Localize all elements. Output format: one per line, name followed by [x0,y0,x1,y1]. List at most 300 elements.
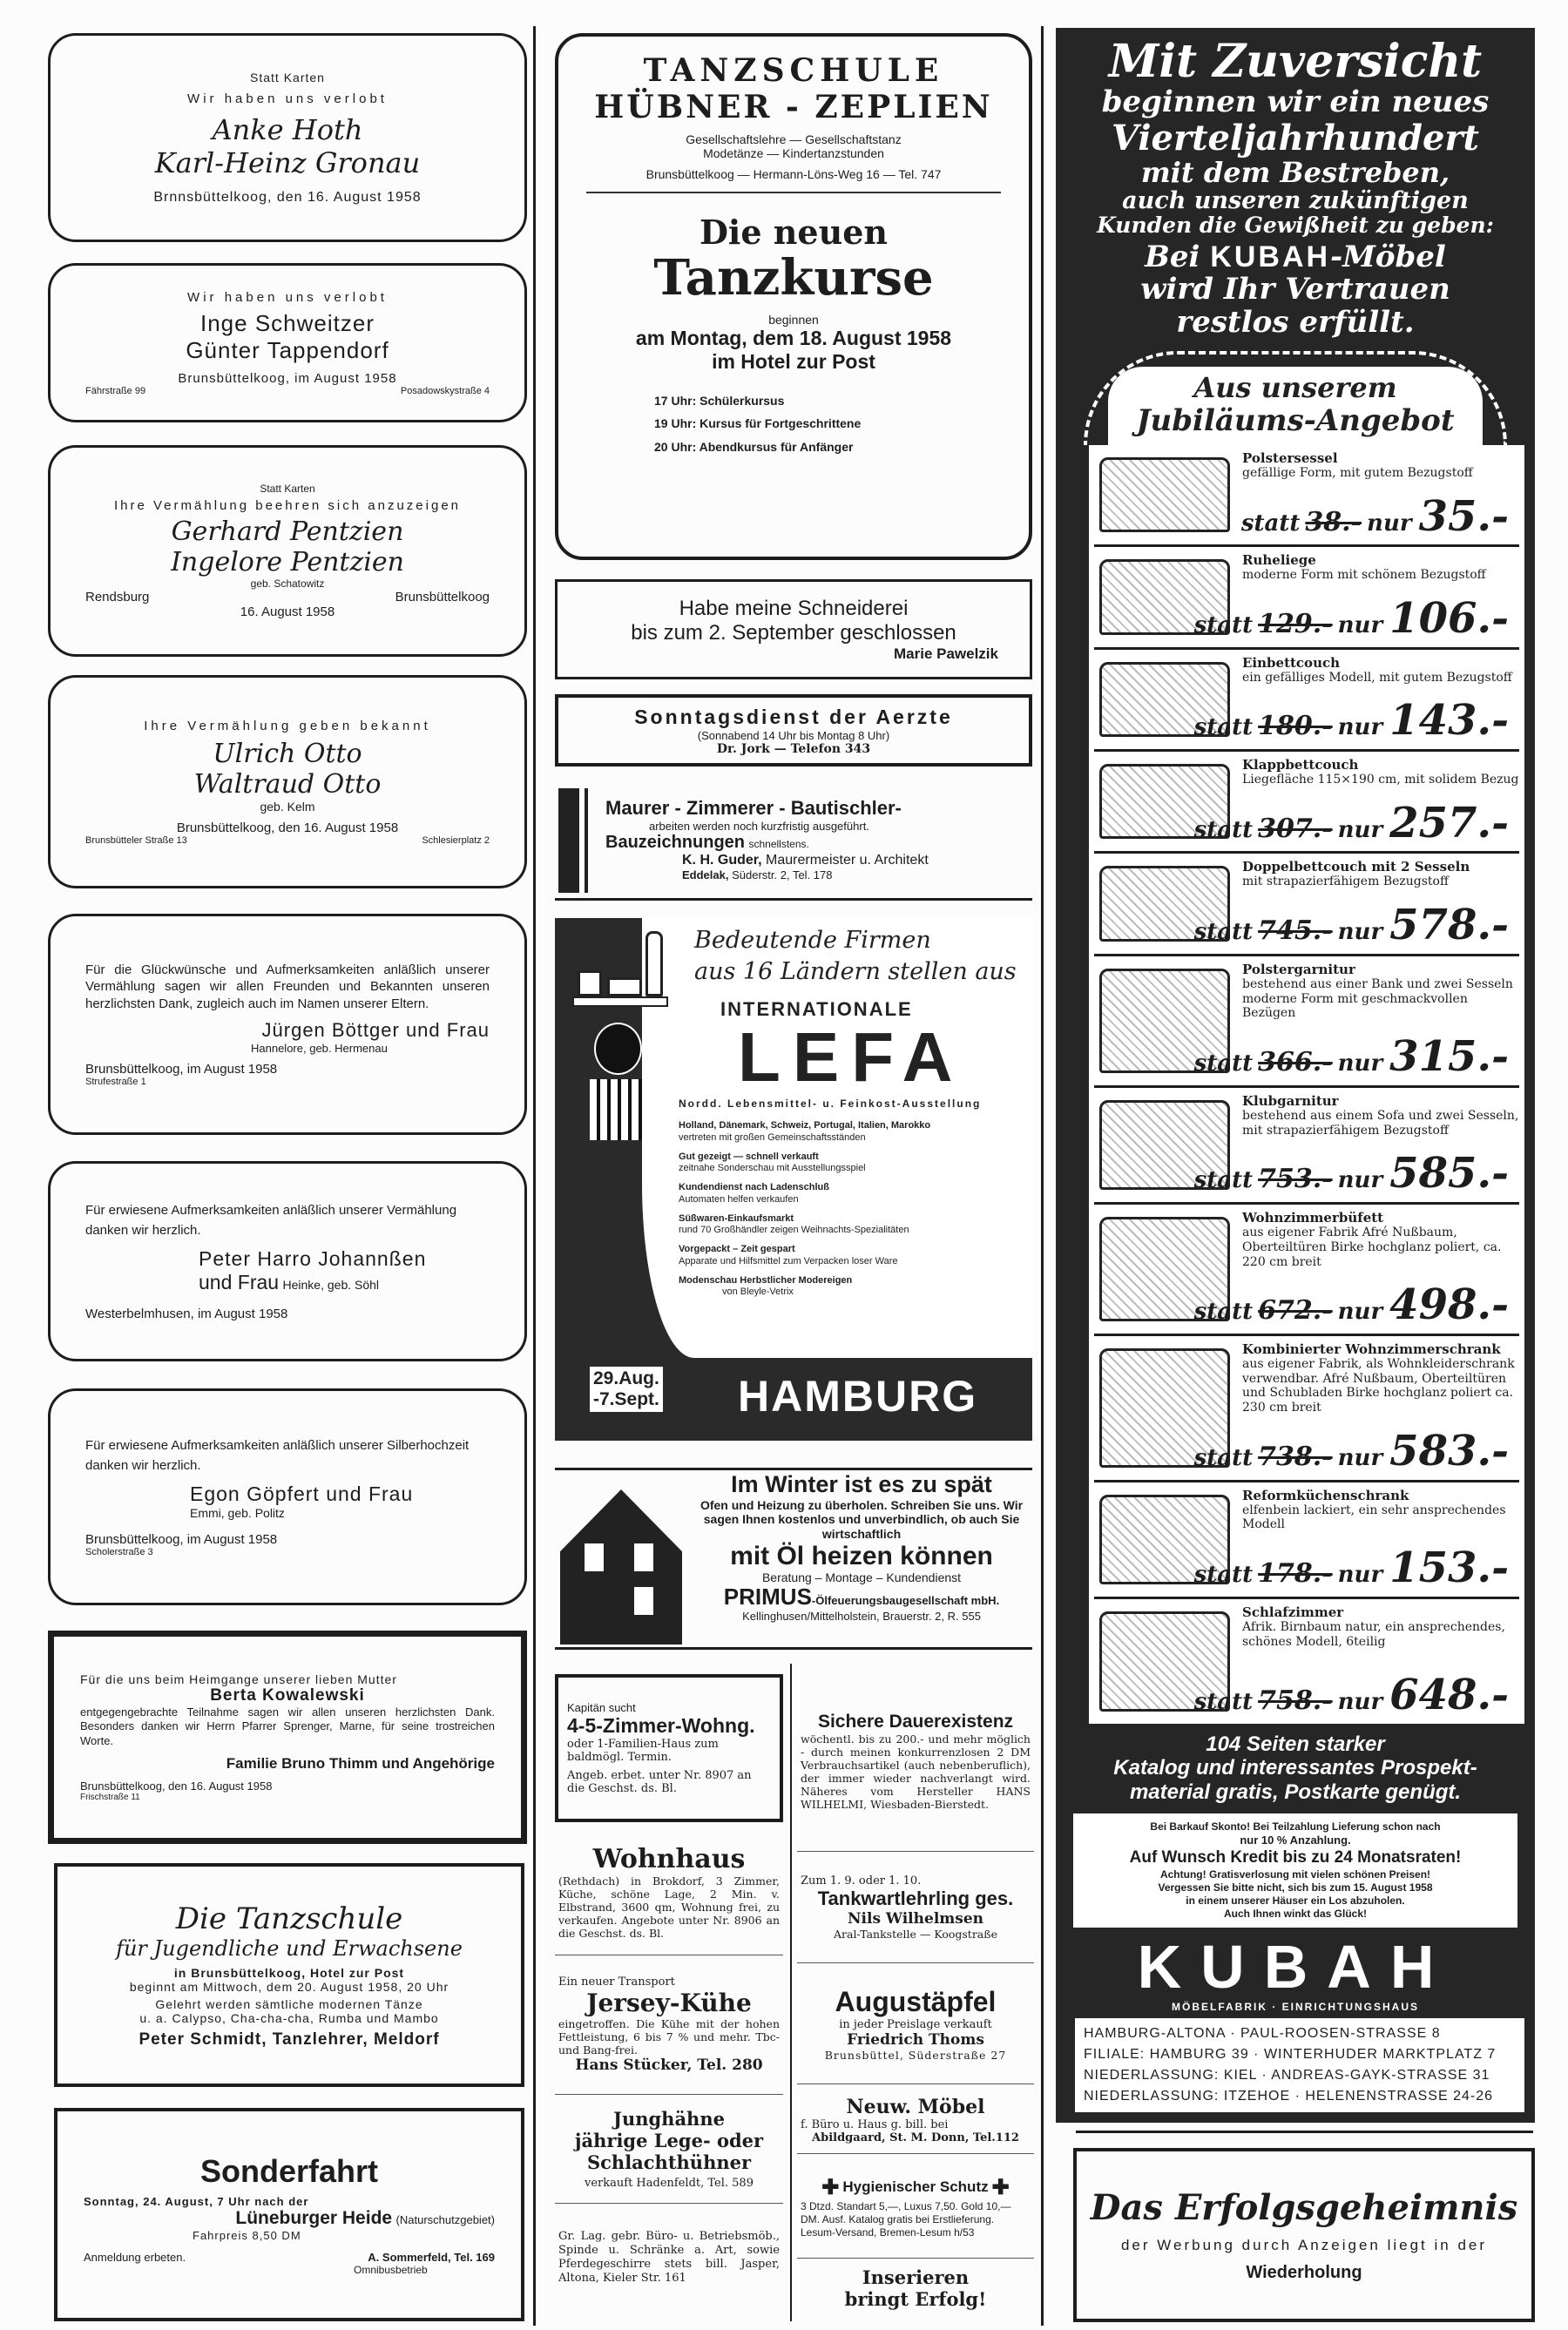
product-price [1240,491,1519,541]
ad-city: Eddelak, [682,868,729,881]
ad-place-date: Brunsbüttelkoog, den 16. August 1958 [80,1779,273,1793]
ad-place-date: Westerbelmhusen, im August 1958 [85,1307,288,1321]
new-price: 143.- [1389,696,1509,746]
ad-city: Brunsbüttelkoog [395,590,490,604]
ad-name: Waltraud Otto [193,768,382,800]
lefa-item-heading: Süßwaren-Einkaufsmarkt [679,1212,794,1224]
dance-school-ad-huebner-zeplien [555,33,1032,560]
credit-headline: Auf Wunsch Kredit bis zu 24 Monatsraten! [1129,1847,1462,1867]
kubah-brand: KUBAH [1210,240,1331,274]
old-price: 129.- [1258,608,1333,639]
product-description: bestehend aus einem Sofa und zwei Sesseln, mit strapazierfähigem Bezugstoff [1242,1108,1519,1138]
ad-title: Sonntagsdienst der Aerzte [634,705,953,728]
lottery-line: Vergessen Sie bitte nicht, sich bis zum 15. August 1958 [1158,1881,1433,1894]
ad-nee: geb. Kelm [260,799,315,814]
product-row [1094,1482,1519,1599]
ad-title: Maurer - Zimmerer - Bautischler- [605,796,902,819]
old-price: 178.- [1258,1557,1333,1589]
ad-title: Die Tanzschule [175,1901,403,1936]
price-nur-label: nur [1337,611,1383,638]
ad-pretext: Kapitän sucht [567,1701,636,1714]
price-statt-label: statt [1193,1050,1254,1077]
black-bar-decoration [558,788,585,893]
ad-address: Kellinghusen/Mittelholstein, Brauerstr. 2, R. 555 [742,1609,981,1623]
old-price: 745.- [1258,915,1333,947]
product-name: Klubgarnitur [1242,1092,1339,1109]
ad-date: -7.Sept. [593,1389,659,1410]
ad-script-line: aus 16 Ländern stellen aus [694,958,1017,985]
product-price [1194,1282,1519,1328]
ad-intro: Ihre Vermählung beehren sich anzuzeigen [113,498,462,513]
price-nur-label: nur [1337,1561,1383,1588]
price-nur-label: nur [1337,919,1383,946]
ad-name: Anke Hoth [212,112,363,146]
ad-script-line: beginnen wir ein neues [1101,84,1490,120]
thanks-ad-goepfert [48,1388,527,1605]
tailor-closed-ad [555,579,1032,679]
ad-headline: mit Öl heizen können [730,1542,993,1571]
lefa-item-heading: Vorgepackt – Zeit gespart [679,1244,795,1254]
used-furniture-ad-jasper [555,2205,783,2310]
ad-title: 4-5-Zimmer-Wohng. [567,1714,755,1737]
new-price: 583.- [1389,1426,1509,1476]
column-divider [790,1664,792,2321]
column-divider [1041,26,1044,2326]
ad-date-box [590,1367,663,1412]
ad-destination: Lüneburger Heide [235,2208,393,2228]
old-price: 758.- [1258,1685,1333,1716]
ad-name: Friedrich Thoms [847,2031,984,2049]
price-nur-label: nur [1337,816,1383,843]
lefa-item-text: von Bleyle-Vetrix [722,1287,794,1298]
credit-line: Bei Barkauf Skonto! Bei Teilzahlung Lieferung schon nach [1150,1820,1441,1833]
ad-pretext: Statt Karten [250,70,325,84]
advertise-slogan-ad [797,2262,1034,2314]
lefa-item-text: vertreten mit großen Gemeinschaftsständen [679,1131,866,1143]
ad-title: HÜBNER - ZEPLIEN [594,89,993,125]
ad-text: eingetroffen. Die Kühe mit der hohen Fettleistung, 6 bis 7 % und mehr. Tbc- und Bang-frei. [558,2017,780,2056]
price-statt-label: statt [1193,611,1254,638]
ad-slogan: Inserieren [862,2266,970,2288]
ad-line: beginnt am Mittwoch, dem 20. August 1958, 20 Uhr [129,1979,449,1994]
ad-subtitle: Modetänze — Kindertanzstunden [703,146,884,160]
product-row [1094,1088,1519,1205]
ad-line: der Werbung durch Anzeigen liegt in der [1120,2237,1488,2253]
course-item: 17 Uhr: Schülerkursus [654,393,785,408]
lottery-line: Achtung! Gratisverlosung mit vielen schönen Preisen! [1159,1867,1431,1881]
ad-address: Süderstr. 2, Tel. 178 [732,868,833,881]
ad-title: Jersey-Kühe [586,1989,752,2017]
ad-headline: Die neuen [699,213,889,252]
ad-title: TANZSCHULE [643,52,944,89]
product-row [1094,650,1519,752]
product-list [1089,445,1524,1724]
new-price: 648.- [1389,1670,1509,1719]
ad-bold: Wiederholung [1246,2263,1362,2282]
product-description: moderne Form mit schönem Bezugstoff [1242,568,1486,583]
ad-name: Nils Wilhelmsen [847,1909,984,1928]
product-row [1094,956,1519,1088]
ad-pretext: Zum 1. 9. oder 1. 10. [801,1874,922,1888]
ad-doctor: Dr. Jork — Telefon 343 [716,741,871,756]
ad-title: Hygienischer Schutz [842,2178,989,2195]
ad-script-line: Bei [1145,239,1200,274]
catalog-line: 104 Seiten starker [1206,1732,1385,1756]
product-price [1194,800,1519,847]
ad-pretext: Statt Karten [260,483,315,495]
ad-address: Brunsbütteler Straße 13 [85,834,187,846]
used-furniture-ad-abildgaard [797,2086,1034,2154]
waiter-with-tray-illustration [572,953,668,1145]
ad-signature-sub: Omnibusbetrieb [354,2264,428,2276]
lefa-exhibition-ad [555,918,1032,1441]
ad-title: Tankwartlehrling ges. [817,1887,1014,1909]
ad-slogan: bringt Erfolg! [844,2288,987,2310]
kubah-furniture-ad [1056,28,1535,2123]
dance-school-ad-schmidt [54,1863,524,2087]
house-for-sale-ad [555,1829,783,1955]
ad-name: Inge Schweitzer [200,309,375,336]
product-row [1094,752,1519,854]
product-name: Einbettcouch [1242,654,1341,671]
course-item: 20 Uhr: Abendkursus für Anfänger [654,439,854,454]
ad-name: Abildgaard, St. M. Donn, Tel.112 [812,2131,1019,2144]
ad-text: 3 Dtzd. Standart 5,—, Luxus 7,50. Gold 10,— DM. Ausf. Katalog gratis bei Erstlieferung. Lesum-Versand, Bremen-Lesum h/53 [801,2199,1011,2239]
column-divider [533,26,536,2326]
ad-line: bis zum 2. September geschlossen [631,620,956,645]
ad-text: wöchentl. bis zu 200.- und mehr möglich - durch meinen konkurrenzlosen 2 DM Verbrauchsartikel (auch nebenberuflich), der immer wieder nachverlangt wird. Näheres vom Hersteller HANS WILHELMI, Wiesbaden-Bierstedt. [801,1732,1031,1811]
ad-headline: Tanzkurse [653,249,934,307]
ad-name: Ingelore Pentzien [171,547,404,577]
ad-line: Habe meine Schneiderei [679,596,909,620]
ad-name: Gerhard Pentzien [171,517,404,547]
new-price: 106.- [1389,593,1509,643]
doctors-sunday-service-ad [555,694,1032,767]
ad-address: Scholerstraße 3 [85,1547,153,1557]
product-name: Doppelbettcouch mit 2 Sesseln [1242,859,1470,875]
ad-company: -Ölfeuerungsbaugesellschaft mbH. [811,1594,1000,1608]
product-price [1194,1428,1519,1475]
ad-title: jährige Lege- oder [574,2130,764,2151]
price-statt-label: statt [1193,1688,1254,1715]
ad-script-line: wird Ihr Vertrauen [1140,272,1450,307]
ad-title: Junghähne [613,2108,725,2130]
price-nur-label: nur [1337,1444,1383,1471]
ad-text: oder 1-Familien-Haus zum baldmögl. Termin. [567,1738,719,1764]
ad-name: K. H. Guder, [682,852,762,868]
ad-text: Für erwiesene Aufmerksamkeiten anläßlich unserer Vermählung danken wir herzlich. [85,1203,457,1238]
thanks-ad-johannssen [48,1161,527,1361]
product-row [1094,1599,1519,1724]
ad-address: Strufestraße 1 [85,1077,146,1088]
price-nur-label: nur [1367,510,1412,537]
price-statt-label: statt [1193,1444,1254,1471]
ad-note: Anmeldung erbeten. [84,2251,186,2264]
ad-title: Wohnhaus [592,1844,746,1874]
course-item: 19 Uhr: Kursus für Fortgeschrittene [654,416,862,431]
ad-bold: Bauzeichnungen [605,832,746,852]
new-price: 578.- [1389,901,1509,950]
ad-script-line: Vierteljahrhundert [1112,117,1479,159]
ad-signature: Marie Pawelzik [893,645,998,662]
ad-name: Günter Tappendorf [186,336,389,363]
ad-intro: Ihre Vermählung geben bekannt [144,718,431,733]
ad-nee: Emmi, geb. Politz [190,1506,285,1520]
ad-date: 16. August 1958 [240,604,335,619]
ad-script-line: Aus unserem [1193,371,1397,405]
mourning-thanks-ad-kowalewski [48,1631,527,1844]
ad-text: Für erwiesene Aufmerksamkeiten anläßlich unserer Silberhochzeit danken wir herzlich. [85,1438,470,1473]
old-price: 366.- [1258,1046,1333,1077]
old-price: 180.- [1258,711,1333,742]
ad-city: Rendsburg [85,590,150,604]
product-row [1094,1205,1519,1336]
ad-nee: Heinke, geb. Söhl [282,1278,380,1292]
ad-line: Sonntag, 24. August, 7 Uhr nach der [84,2195,309,2208]
product-row [1094,547,1519,649]
lefa-item-text: Automaten helfen verkaufen [679,1193,799,1205]
kubah-logo-subtitle: MÖBELFABRIK · EINRICHTUNGSHAUS [1172,2000,1419,2013]
engagement-ad-hoth [48,33,527,242]
ad-name: Peter Harro Johannßen [199,1247,427,1270]
engagement-ad-schweitzer [48,263,527,422]
apartment-wanted-ad [555,1674,783,1822]
ad-services: Beratung – Montage – Kundendienst [761,1570,962,1585]
old-price: 753.- [1258,1164,1333,1195]
ad-title: Das Erfolgsgeheimnis [1090,2187,1518,2228]
kubah-logo: KUBAH [1137,1932,1454,2001]
catalog-line: material gratis, Postkarte genügt. [1129,1780,1462,1805]
price-statt-label: statt [1193,1561,1254,1588]
price-statt-label: statt [1193,1299,1254,1326]
product-price [1193,593,1519,643]
house-with-burner-illustration [560,1489,682,1645]
new-price: 585.- [1389,1149,1509,1199]
ad-script-line: auch unseren zukünftigen [1122,186,1469,214]
ad-address: Brunsbüttelkoog — Hermann-Löns-Weg 16 — Tel. 747 [645,167,942,181]
product-price [1194,1545,1519,1591]
product-description: mit strapazierfähigem Bezugstoff [1242,875,1449,889]
ad-line: arbeiten werden noch kurzfristig ausgeführt. [649,819,869,833]
product-price [1194,1151,1519,1197]
product-name: Ruheliege [1242,552,1316,569]
price-statt-label: statt [1193,1167,1254,1194]
armchair-illustration [1099,457,1230,532]
ad-brand: PRIMUS [723,1584,812,1611]
product-description: ein gefälliges Modell, mit gutem Bezugstoff [1242,670,1512,685]
ad-price: Fahrpreis 8,50 DM [193,2229,301,2242]
price-statt-label: statt [1193,919,1254,946]
ad-script-line: mit dem Bestreben, [1140,155,1450,189]
ad-address: Brunsbüttel, Süderstraße 27 [824,2049,1007,2062]
branch-address: NIEDERLASSUNG: KIEL · ANDREAS-GAYK-STRASSE 31 [1084,2068,1490,2083]
product-name: Wohnzimmerbüfett [1242,1209,1384,1226]
branch-address: NIEDERLASSUNG: ITZEHOE · HELENENSTRASSE 24-26 [1084,2089,1493,2104]
wedding-ad-pentzien [48,445,527,657]
ad-signature: A. Sommerfeld, Tel. 169 [368,2251,495,2264]
ad-signature: Peter Schmidt, Tanzlehrer, Meldorf [139,2029,440,2049]
lefa-item-heading: Gut gezeigt — schnell verkauft [679,1151,819,1162]
ad-place-date: Brunsbüttelkoog, im August 1958 [178,370,397,386]
ad-intro: Wir haben uns verlobt [187,289,388,305]
ad-text: Angeb. erbet. unter Nr. 8907 an die Geschst. ds. Bl. [567,1769,752,1795]
ad-intro: Für die uns beim Heimgange unserer lieben Mutter [80,1672,397,1687]
cross-icon: ✚ [991,2175,1010,2199]
ad-place-date: Brunsbüttelkoog, im August 1958 [85,1532,278,1547]
ad-line: f. Büro u. Haus g. bill. bei [801,2117,949,2131]
product-description: Liegefläche 115×190 cm, mit solidem Bezug [1242,773,1519,787]
lefa-item-heading: Kundendienst nach Ladenschluß [679,1182,829,1192]
ad-script-line: restlos erfüllt. [1176,304,1415,340]
product-name: Polstergarnitur [1242,961,1355,977]
product-description: bestehend aus einer Bank und zwei Sesseln moderne Form mit geschmackvollen Bezügen [1242,976,1513,1021]
ad-city: HAMBURG [738,1372,978,1421]
ad-subtitle: Gesellschaftslehre — Gesellschaftstanz [686,132,902,146]
ad-destination-note: (Naturschutzgebiet) [395,2213,495,2226]
ad-script-line: Jubiläums-Angebot [1136,402,1455,438]
ad-subtitle: Nordd. Lebensmittel- u. Feinkost-Ausstellung [679,1097,982,1110]
ad-title: Sonderfahrt [199,2153,378,2189]
laurel-wreath-banner [1084,351,1507,445]
apples-ad [797,1964,1034,2084]
product-name: Reformküchenschrank [1242,1487,1409,1503]
ad-line: Gelehrt werden sämtliche modernen Tänze [155,1996,423,2011]
divider [1076,2131,1533,2133]
ad-address: Schlesierplatz 2 [422,834,490,846]
ad-name: und Frau [199,1271,280,1293]
ad-text: entgegengebrachte Teilnahme sagen wir allen unseren herzlichsten Dank. Besonders danken wir Herrn Pfarrer Sprenger, Marne, für seine trostreichen Worte. [80,1705,495,1747]
price-nur-label: nur [1337,1299,1383,1326]
ad-title: Im Winter ist es zu spät [731,1471,992,1497]
old-price: 307.- [1258,813,1333,844]
product-name: Polstersessel [1242,450,1338,467]
ad-title: Neuw. Möbel [846,2095,985,2118]
ad-name: Karl-Heinz Gronau [154,145,421,179]
product-row [1094,854,1519,956]
ad-signature: Familie Bruno Thimm und Angehörige [226,1754,495,1772]
ad-hours: (Sonnabend 14 Uhr bis Montag 8 Uhr) [697,728,890,742]
ad-role: Maurermeister u. Architekt [766,852,929,868]
lefa-item-text: Apparate und Hilfsmittel zum Verpacken loser Ware [679,1255,898,1266]
ad-date: 29.Aug. [593,1368,659,1388]
old-price: 738.- [1258,1441,1333,1472]
ad-title: Augustäpfel [835,1986,997,2017]
ad-address: Fährstraße 99 [85,385,146,396]
lottery-line: Auch Ihnen winkt das Glück! [1223,1907,1368,1920]
ad-nee: Hannelore, geb. Hermenau [251,1042,388,1056]
ad-title: Schlachthühner [586,2151,752,2173]
price-nur-label: nur [1337,1050,1383,1077]
ad-name: Egon Göpfert und Frau [190,1482,414,1505]
ad-pretext: Ein neuer Transport [558,1975,675,1989]
bus-trip-ad-sonderfahrt [54,2108,524,2321]
builder-ad-guder [555,780,1032,901]
product-description: elfenbein lackiert, ein sehr ansprechendes Modell [1242,1503,1506,1532]
ad-signature: verkauft Hadenfeldt, Tel. 589 [585,2177,754,2190]
price-statt-label: statt [1193,816,1254,843]
ad-line: in jeder Preislage verkauft [839,2018,992,2031]
ad-script-line: Bedeutende Firmen [694,927,931,954]
ad-title: Sichere Dauerexistenz [817,1711,1014,1732]
ad-name: Jürgen Böttger und Frau [261,1019,490,1042]
ad-text: (Rethdach) in Brokdorf, 3 Zimmer, Küche, schöne Lage, 2 Min. v. Elbstrand, 3600 qm, Wohnung frei, zu verkaufen. Angebote unter Nr. 8906 an die Geschst. ds. Bl. [558,1874,780,1940]
lefa-item-heading: Holland, Dänemark, Schweiz, Portugal, Italien, Marokko [679,1120,931,1131]
ad-address: Frischstraße 11 [80,1792,140,1802]
price-statt-label: statt [1240,510,1301,537]
branch-address: FILIALE: HAMBURG 39 · WINTERHUDER MARKTPLATZ 7 [1084,2047,1497,2062]
product-price [1194,902,1519,949]
old-price: 672.- [1258,1295,1333,1327]
ad-date: am Montag, dem 18. August 1958 [635,326,952,349]
chickens-ad [555,2095,783,2204]
ad-line: beginnen [768,312,819,327]
ad-place-date: Brunsbüttelkoog, im August 1958 [85,1062,278,1077]
ad-address: Aral-Tankstelle — Koogstraße [833,1927,998,1941]
ad-text: Gr. Lag. gebr. Büro- u. Betriebsmöb., Spinde u. Schränke a. Art, sowie Pferdegeschirre stets bill. Jasper, Altona, Kieler Str. 161 [558,2229,780,2286]
new-price: 35.- [1418,491,1509,541]
ad-script-line: Kunden die Gewißheit zu geben: [1097,213,1494,239]
price-nur-label: nur [1337,1688,1383,1715]
lottery-line: in einem unserer Häuser ein Los abzuholen. [1186,1894,1405,1907]
product-description: gefällige Form, mit gutem Bezugstoff [1242,466,1473,481]
product-row [1094,1336,1519,1482]
new-price: 315.- [1389,1031,1509,1081]
lefa-item-heading: Modenschau Herbstlicher Modereigen [679,1274,853,1286]
hygiene-products-ad [797,2156,1034,2259]
product-description: aus eigener Fabrik Afré Nußbaum, Oberteiltüren Birke hochglanz poliert, ca. 220 cm breit [1242,1225,1502,1269]
catalog-line: Katalog und interessantes Prospekt- [1113,1756,1477,1780]
product-description: Afrik. Birnbaum natur, ein ansprechendes, schönes Modell, 6teilig [1242,1619,1505,1649]
jersey-cows-ad [555,1955,783,2095]
ad-name: Ulrich Otto [213,738,362,769]
price-nur-label: nur [1337,714,1383,741]
product-price [1193,1031,1519,1081]
ad-nee: geb. Schatowitz [250,577,325,590]
product-price [1194,698,1519,744]
new-price: 153.- [1389,1543,1509,1592]
ad-title: LEFA [738,1018,965,1096]
ad-line: in Brunsbüttelkoog, Hotel zur Post [173,1965,405,1980]
ad-name: Berta Kowalewski [210,1686,365,1705]
product-name: Klappbettcouch [1242,757,1359,773]
price-statt-label: statt [1193,714,1254,741]
ad-text: Ofen und Heizung zu überholen. Schreiben Sie uns. Wir sagen Ihnen kostenlos und unverbindlich, ob auch Sie wirtschaftlich [700,1497,1024,1542]
cross-icon: ✚ [821,2175,840,2199]
ad-text: Für die Glückwünsche und Aufmerksamkeiten anläßlich unserer Vermählung sagen wir allen Freunden und Bekannten unseren herzlichsten Dank, zugleich auch im Namen unserer Eltern. [85,962,490,1011]
ad-subtitle: für Jugendliche und Erwachsene [116,1935,463,1961]
lefa-item-text: rund 70 Großhändler zeigen Weihnachts-Spezialitäten [679,1225,909,1236]
new-price: 498.- [1389,1280,1509,1330]
ad-address: Posadowskystraße 4 [400,385,490,396]
branch-address: HAMBURG-ALTONA · PAUL-ROOSEN-STRASSE 8 [1084,2026,1441,2041]
oil-heating-ad-primus [555,1468,1032,1650]
business-opportunity-ad [797,1671,1034,1852]
lefa-item-text: zeitnahe Sonderschau mit Ausstellungsspiel [679,1163,866,1174]
ad-intro: Wir haben uns verlobt [187,91,388,106]
new-price: 257.- [1389,798,1509,848]
old-price: 38.- [1305,506,1362,537]
product-price [1194,1672,1519,1719]
ad-line: u. a. Calypso, Cha-cha-cha, Rumba und Mambo [139,2010,439,2025]
ad-line: schnellstens. [748,837,809,850]
ad-script-line: -Möbel [1330,239,1446,274]
ad-pretitle: INTERNATIONALE [720,998,913,1020]
product-row [1094,445,1519,547]
price-nur-label: nur [1337,1167,1383,1194]
ad-signature: Hans Stücker, Tel. 280 [575,2056,763,2074]
thanks-ad-boettger [48,914,527,1135]
apprentice-wanted-ad [797,1852,1034,1963]
